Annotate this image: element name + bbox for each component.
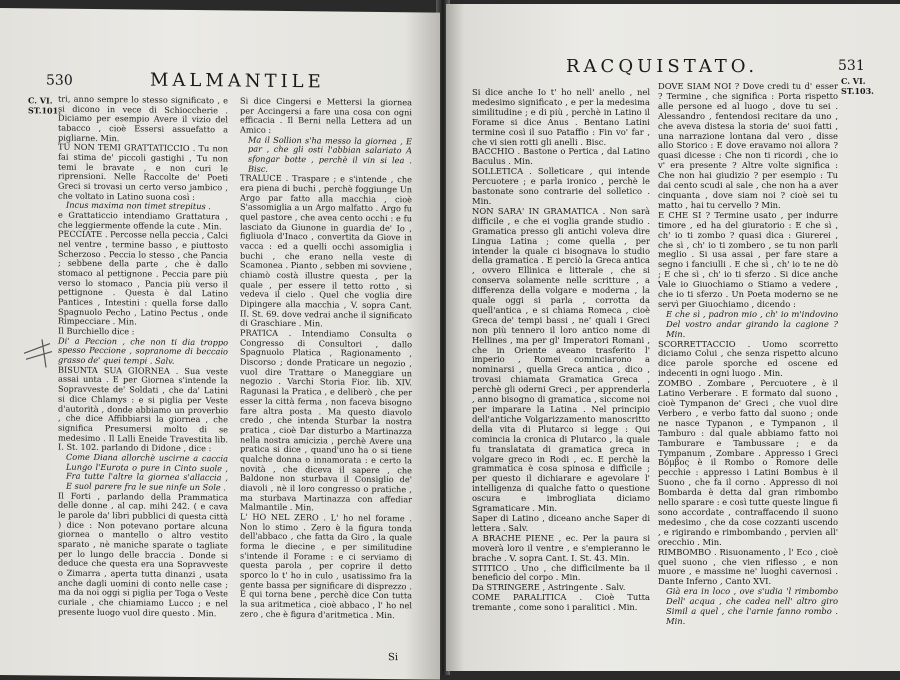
paragraph: tri, anno sempre lo stesso significato , e si dicono in vece di Schioccherie . Diciamo per esempio Avere il vizio del tabacco , cioè Essersi assuefatto a pigliarne. Min.	[58, 93, 228, 143]
paragraph: RIMBOMBO . Risuonamento , l' Eco , cioè quel suono , che vien riflesso , e non muore , e massime ne' luoghi cavernosi . Dante Inferno , Canto XVI.	[658, 546, 838, 587]
paragraph: PECCIATE . Percosse nella peccia , Calci nel ventre , termine basso , e piuttosto Scherzoso . Peccia lo stesso , che Pancia ; sebbene della parte , che è dallo stomaco al pettignone . Peccia pare più verso lo stomaco , Pancia più verso il pettignone . Questa è dal Latino Pantices , Intestini : quella forse dallo Spagnuolo Pecho , Latino Pectus , onde Rimpecciare . Min.	[58, 229, 228, 327]
paragraph: E CHE SI ? Termine usato , per indurre timore , ed ha del giuratorio : E che sì , ch' io ti zombo ? quasi dica : Giurerei , che sì , ch' io ti zombero , se tu non parli meglio . Si usa assai , per fare stare a segno i fanciulli . E che sì , ch' io te ne dò ; E che sì , ch' io ti sferzo . Si dice anche Vale io Giuochiamo o Stiamo a vedere , che io ti sferzo . Un Poeta moderno se ne servì per Giuochiamo , dicendo :	[658, 209, 838, 309]
signature-mark: Si	[388, 652, 399, 664]
right-margin-note	[841, 76, 874, 96]
paragraph: L' HO NEL ZERO . L' ho nel forame . Non lo stimo . Zero è la figura tonda dell'abbaco , che fatta da Giro , la quale forma le diecine , e per similitudine s'intende il Forame : e ci serviamo di questa parola , per coprire il detto sporco lo t' ho in culo , usatissimo fra la gente bassa per significare di disprezzo . E qui torna bene , perchè dice Con tutta la sua aritmetica , cioè abbaco , l' ho nel zero , che è figura d'aritmetica . Min.	[240, 511, 412, 620]
paragraph: BACCHIO . Bastone o Pertica , dal Latino Baculus . Min.	[472, 146, 650, 167]
left-column-2	[240, 97, 412, 621]
paragraph: SOLLETICA . Solleticare , qui intende Percuotere ; e parla ironico , perchè le bastonate sono contrarie del solletico . Min.	[472, 166, 650, 206]
left-page	[0, 8, 440, 680]
left-margin-note	[28, 95, 61, 115]
margin-note-line: ST.101.	[28, 105, 61, 116]
paragraph: TRALUCE . Traspare ; e s'intende , che era piena di buchi , perchè foggiunge Un Argo par fatto alla macchia , cioè S'assomiglia a un Argo malfatto . Argo fu quel pastore , che avea cento occhi : e fu lasciato da Giunone in guardia de' Io , figliuola d'Inaco , convertita da Giove in vacca : ed a quelli occhi assomiglia i buchi , che erano nella veste di Scamonea . Pianto , sebben mi sovviene , chiamò costà illustre questa , per la quale , per essere il tetto rotto , si vedeva il cielo . Quel che voglia dire Dipingere alla macchia , V. sopra Cant. II. St. 69. dove vedrai anche il significato di Graschiare . Min.	[240, 172, 412, 329]
paragraph: Incus maxima non timet strepitus .	[66, 200, 211, 212]
paragraph: STITICO . Uno , che difficilmente ba il beneficio del corpo . Min.	[472, 562, 650, 583]
paragraph: Come Diana allorchè uscirne a caccia Lungo l'Eurota o pure in Cinto suole , Fra tutte l'altre la giornea s'allaccia , E suol parere fra le sue ninfe un Sole .	[66, 451, 228, 493]
left-column-1	[58, 95, 228, 619]
paragraph: Da STRINGERE , Astringente . Salv.	[472, 582, 626, 593]
left-page-number: 530	[46, 72, 73, 89]
paragraph: Saper di Latino , diceano anche Saper di lettera . Salv.	[472, 512, 650, 533]
paragraph: Il Burchiello dice :	[58, 325, 135, 337]
paragraph: ZOMBO . Zombare , Percuotere , è il Latino Verberare . E formato dal suono , cioè Tympanon de' Greci , che vuol dire Verbero , e verbo fatto dal suono ; onde ne nasce Typanon , e Tympanon , il Tamburo : dal quale abbiamo fatto noi Tamburare e Tambussare ; e da Tympanum , Zombare . Appresso i Greci Βόμβος è il Rombo o Romore delle pecchie : appresso i Latini Bombus è il Suono , che fa il corno . Appresso di noi Bombarda è detta dal gran rimbombo nello sparare : e così tutte queste lingue fi sono accordate , contraffacendo il suono medesimo , che da cose cozzanti uscendo , e rigirando e rimbombando , pervien all' orecchio . Min.	[658, 378, 838, 547]
paragraph: Ma il Sollion s'ha messo la giornea , E par , che gli osti l'abbian salariato A sfongar botte , perchè il vin si lea . Bisc.	[248, 134, 412, 174]
pencil-mark-icon	[22, 333, 56, 373]
paragraph: Si dice Cingersi e Mettersi la giornea per Accingersi a fare una cosa con ogni efficacia . Il Berni nella Lettera ad un Amico :	[240, 95, 412, 135]
margin-note-line: ST.103.	[841, 86, 874, 96]
paragraph: BISUNTA SUA GIORNEA . Sua veste assai unta . E per Giornea s'intende la Sopravveste de' Soldati , che da' Latini si dice Chlamys : e si piglia per Veste d'autorità , donde abbiamo un proverbio , che dice Affibbiarsi la giornea , che significa Presumersi molto di se medesimo . Il Lalli Eneide Travestita lib. I. St. 102. parlando di Didone , dice :	[58, 364, 228, 454]
paragraph: TU NON TEMI GRATTATICCIO . Tu non fai stima de' piccoli gastighi , Tu non temi le bravate , e non curi le riprensioni. Nelle Raccolte de' Poeti Greci si trovasi un certo verso jambico , che voltato in Latino suona così :	[58, 141, 228, 202]
paragraph: DOVE SIAM NOI ? Dove credi tu d' esser ? Termine , che significa : Porta rispetto alle persone ed al luogo , dove tu sei . Alessandro , fentendosi recitare da uno , che aveva distesa la storia de' suoi fatti , una narrazione lontana dal vero , disse allo Storico : E dove eravamo noi allora ? quasi dicesse : Che non ti ricordi , che io v' era presente ? Altre volte significa : Che non hai giudizio ? per esempio : Tu dai cento scudi al sale , che non ha a aver cinquanta , dove siam noi ? cioè sei tu matto , hai tu cervello ? Min.	[658, 81, 838, 210]
right-running-title: RACQUISTATO.	[566, 56, 759, 77]
right-column-1	[472, 88, 650, 613]
left-running-title: MALMANTILE	[150, 69, 325, 93]
paragraph: E che sì , padron mio , ch' io m'indovino Del vostro andar girando la cagione ? Min.	[666, 308, 838, 339]
margin-note-line: C. VI.	[841, 76, 866, 86]
paragraph: e Grattaticcio intendiamo Grattatura , che leggiermente offende la cute . Min.	[58, 209, 228, 232]
paragraph: Si dice anche Io t' ho nell' anello , nel medesimo significato , e per la medesima similitudine ; e di più , perchè in Latino il Forame si dice Anus . Bentano Latini termine così il suo Pataffio : Fin vo' far , che vi sien rotti gli anelli . Bisc.	[472, 87, 650, 147]
right-page	[446, 4, 900, 671]
paragraph: Di' a Peccion , che non ti dia troppo spesso Peccione , sopranome di beccaio grasso de' quei tempi . Salv.	[58, 335, 228, 366]
margin-note-line: C. VI.	[28, 95, 53, 106]
paragraph: COME PARALITICA . Cioè Tutta tremante , come sono i paralitici . Min.	[472, 592, 650, 613]
right-page-number: 531	[838, 58, 865, 74]
paragraph: Il Forti , parlando della Prammatica delle donne , al cap. mihi 242. ( e cava le parole da' libri pubblici di questa città ) dice : Non potevano portare alcuna giornea o mantello o altro vestito sparato , nè maniche sparate o tagliate per lo lungo delle braccia . Donde si deduce che questa era una Sopravveste o Zimarra , aperta tutta dinanzi , usata anche dagli uomini di conto nelle case ; ma da noi oggi si piglia per Toga o Veste curiale , che chiamiamo Lucco ; e nel presente luogo vuol dire questo . Min.	[58, 490, 228, 618]
paragraph: A BRACHE PIENE , ec. Per la paura si moverà loro il ventre , e s'empieranno le brache . V. sopra Cant. I. St. 43. Min.	[472, 532, 650, 563]
paragraph: Già era in loco , ove s'udia 'l rimbombo Dell' acqua , che cadea nell' altro giro Simil a quel , che l'arnie fanno rombo . Min.	[666, 586, 838, 626]
paragraph: PRATICA . Intendiamo Consulta o Congresso di Consultori , dallo Spagnuolo Platica , Ragionamento , Discorso ; donde Praticare un negozio , vuol dire Trattare o Maneggiare un negozio . Varchi Storia Fior. lib. XIV. Ragunasi la Pratica , e deliberò , che per esser la città ferma , non faceva bisogno fare altra posta . Ma questo diavolo credo , che intenda Sturbar la nostra pratica , cioè Dar disturbo a Martinazza nella nostra amicizia , perchè Avere una pratica si dice , quand'uno ha o si tiene qualche donna o innamorata : e certo la novità , che diceva il sapere , che Baldone non sturbava il Consiglio de' diavoli , nè il loro congresso o pratiche , ma sturbava Martinazza con affediar Malmantile . Min.	[240, 327, 412, 513]
paragraph: NON SARA' IN GRAMATICA . Non sarà difficile , e che ei voglia grande studio . Gramatica presso gli antichi voleva dire Lingua Latina ; come quella , per intender la quale ci bisognava lo studio della gramatica . E perciò la Greca antica , ovvero Ellinica e litterale , che si conserva solamente nelle scritture , a differenza della volgare e moderna , la quale oggi si parla , corrotta da quell'antica , e si chiama Romeca , cioè Greca de' tempi bassi , ne' quali i Greci non più tennero il loro antico nome di Hellines , ma per gl' Imperatori Romani , che in Oriente aveano trasferito l' imperio , Romei cominciarono a nominarsi , quella Greca antica , dico , trovasi chiamata Gramatica Greca , perchè gli oderni Greci , per apprenderla , anno bisogno di gramatica , siccome noi per imparare la Latina . Nel principio dell'antiche Volgarizzamento manoscritto della vita di Plutarco si legge : Qui comincia la cronica di Plutarco , la quale fu translatata di gramatica greca in volgare greco in Rodi , ec. E perchè la grammatica è cosa spinosa e difficile ; per questo il dichiarare e agevolare l' intelligenza di qualche fatto o questione oscura e imbrogliata diciamo Sgramaticare . Min.	[472, 205, 650, 514]
right-column-2	[658, 82, 838, 627]
paragraph: SCORRETTACCIO . Uomo scorretto diciamo Colui , che senza rispetto alcuno dice parole sporche ed oscene ed indecenti in ogni luogo . Min.	[658, 338, 838, 379]
